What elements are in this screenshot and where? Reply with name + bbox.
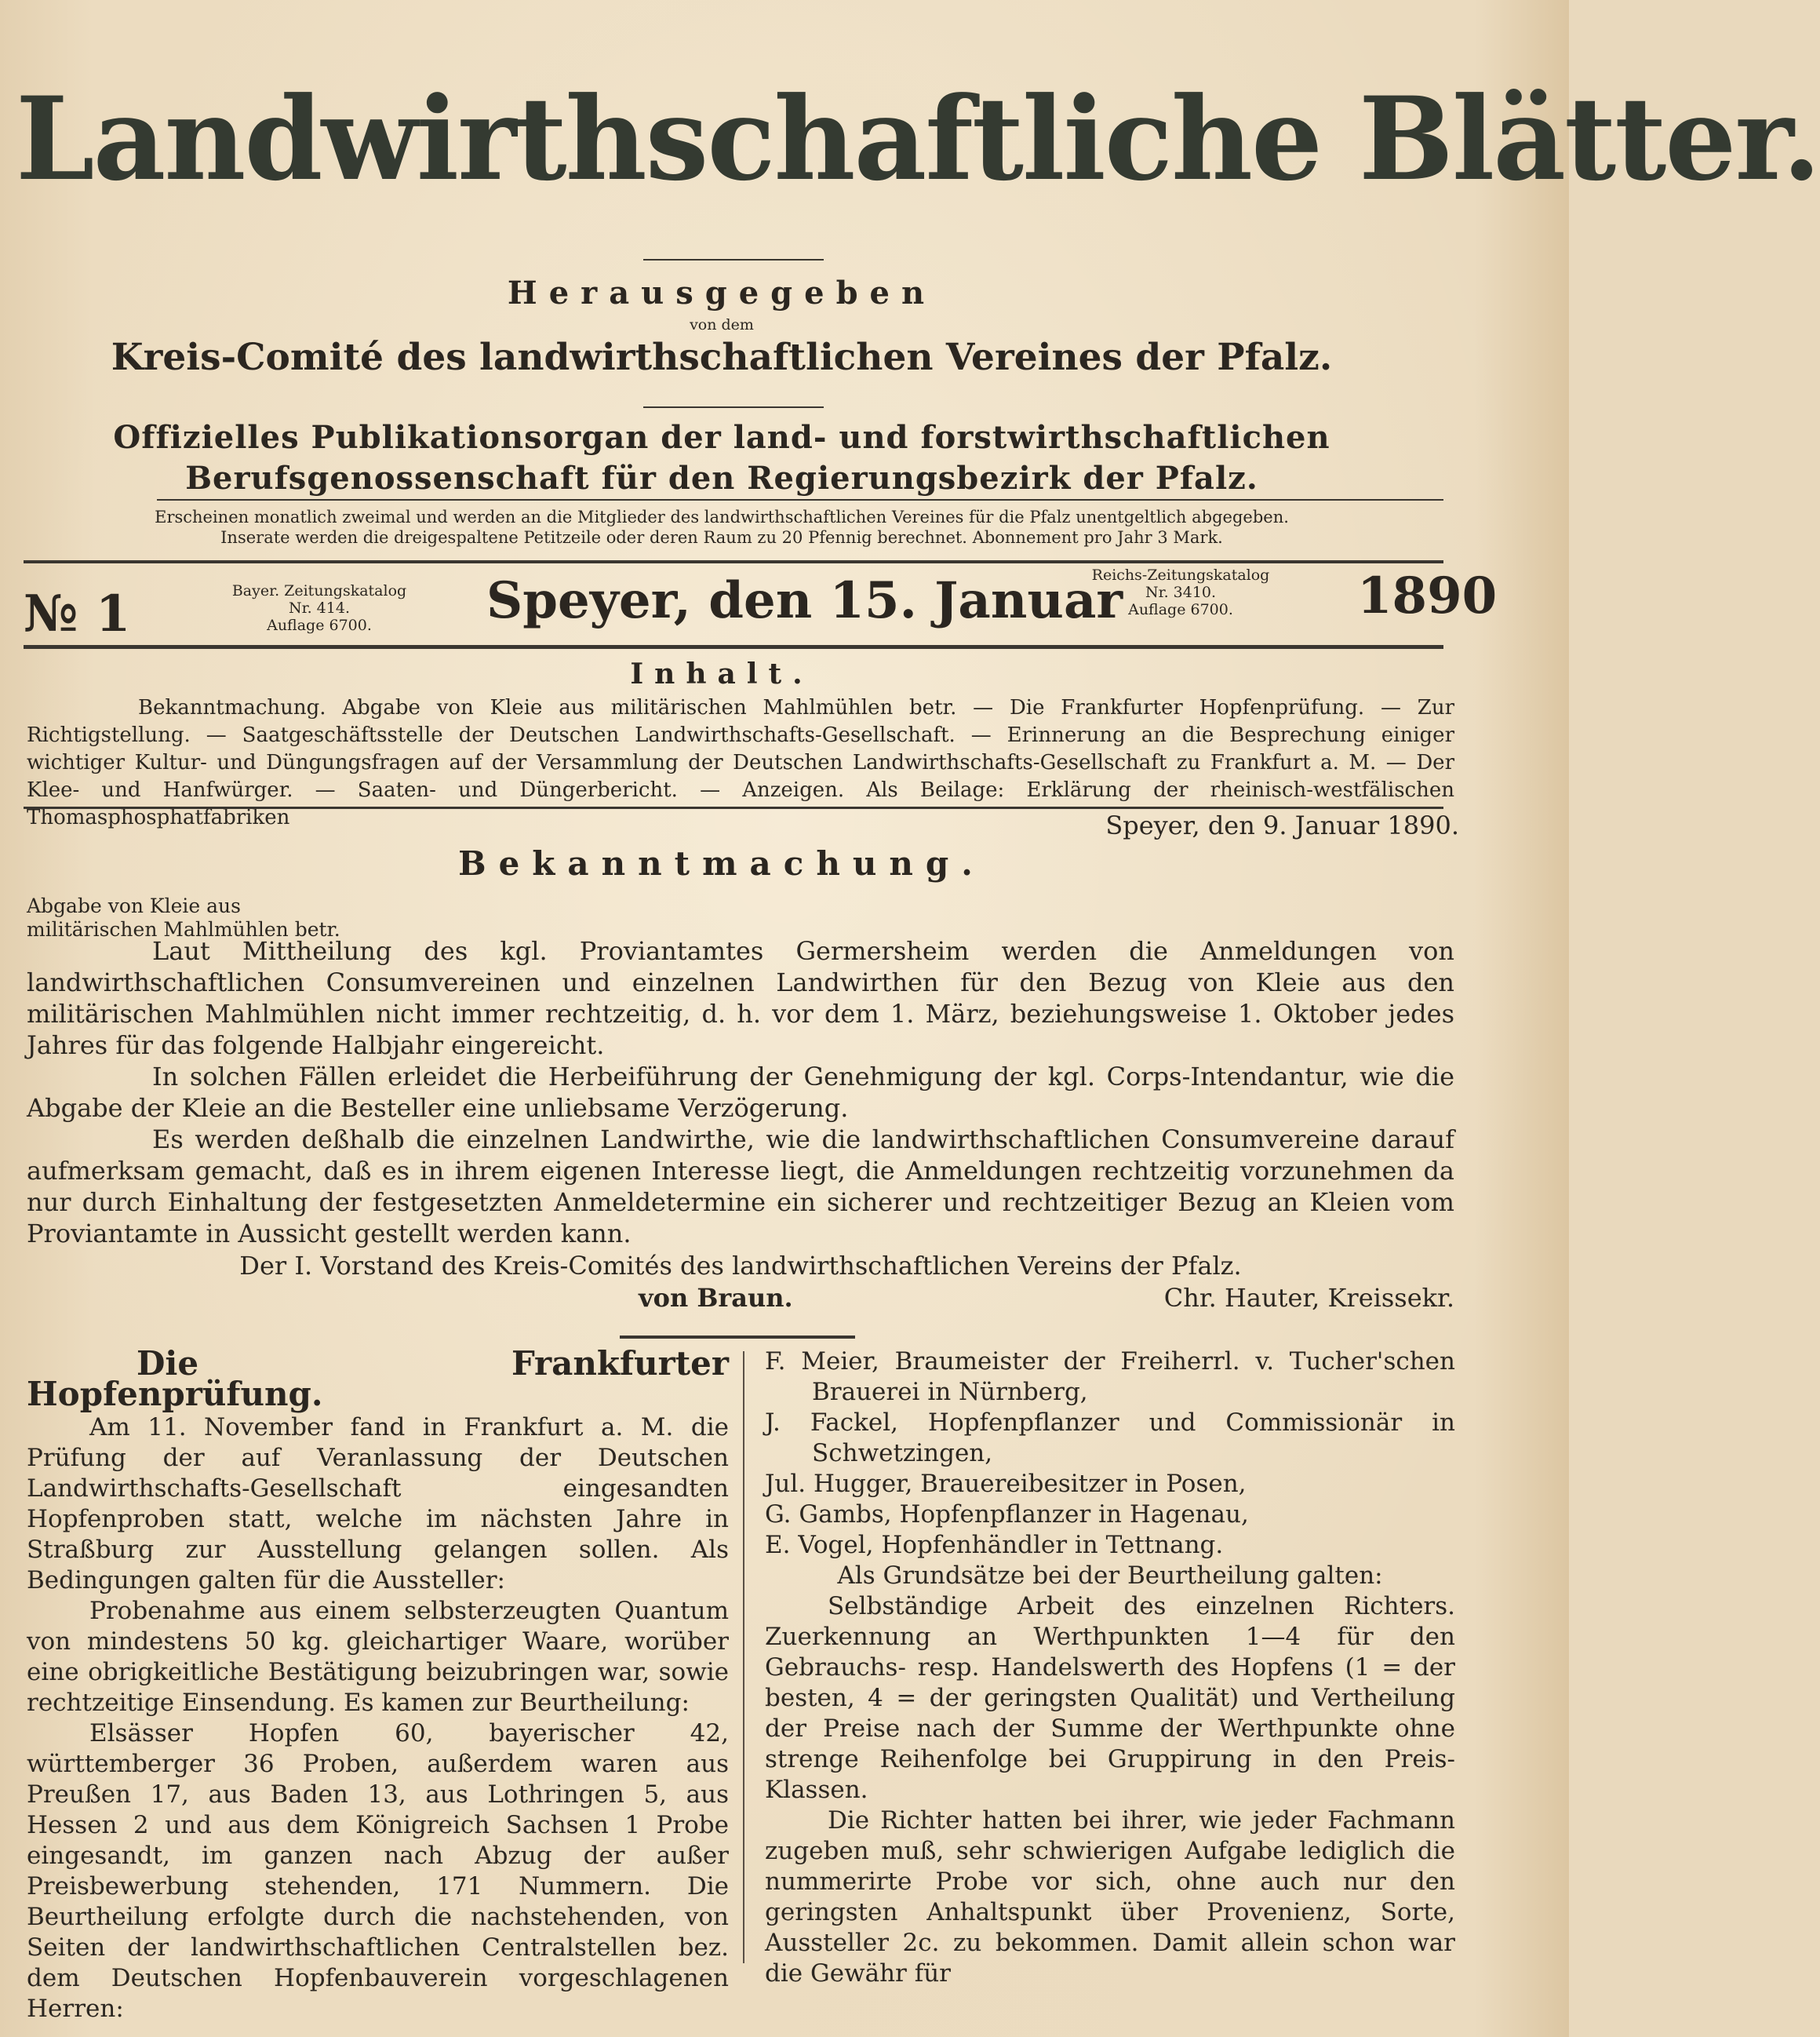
masthead-title: Landwirthschaftliche Blätter. xyxy=(16,72,1820,206)
publication-notice xyxy=(0,507,1443,548)
article-paragraph: Probenahme aus einem selbsterzeugten Quantum von mindestens 50 kg. gleichartiger Waare, worüber eine obrigkeitliche Bestätigung beizubringen war, sowie rechtzeitige Einsendung. Es kamen zur Beurtheilung: xyxy=(27,1597,729,1717)
article-paragraph: Elsässer Hopfen 60, bayerischer 42, württemberger 36 Proben, außerdem waren aus Preußen 17, aus Baden 13, aus Lothringen 5, aus Hessen 2 und aus dem Königreich Sachsen 1 Probe eingesandt, im ganzen nach Abzug der außer Preisbewerbung stehenden, 171 Nummern. Die Beurtheilung erfolgte durch die nachstehenden, von Seiten der landwirthschaftlichen Centralstellen bez. dem Deutschen Hopfenbauverein vorgeschlagenen Herren: xyxy=(27,1719,729,2023)
article-paragraph: Die Richter hatten bei ihrer, wie jeder Fachmann zugeben muß, sehr schwierigen Aufgabe lediglich die nummerirte Probe vor sich, ohne auch nur den geringsten Anhaltspunkt über Provenienz, Sorte, Aussteller 2c. zu bekommen. Damit allein schon war die Gewähr für xyxy=(765,1806,1455,1988)
article-title: Die Frankfurter Hopfenprüfung. xyxy=(27,1344,729,1413)
notice-paragraph: Laut Mittheilung des kgl. Proviantamtes Germersheim werden die Anmeldungen von landwirthschaftlichen Consumvereinen und einzelnen Landwirthen für den Bezug von Kleie aus den militärischen Mahlmühlen nicht immer rechtzeitig, d. h. vor dem 1. März, beziehungsweise 1. Oktober jedes Jahres für das folgende Halbjahr eingereicht. xyxy=(27,936,1454,1060)
contents-rule xyxy=(24,807,1443,809)
official-line-1: Offizielles Publikationsorgan der land- und forstwirthschaftlichen xyxy=(113,419,1330,456)
divider-rule xyxy=(157,499,1443,501)
column-divider xyxy=(743,1351,744,1963)
judge-entry: J. Fackel, Hopfenpflanzer und Commissionär in Schwetzingen, xyxy=(765,1408,1455,1467)
notice-paragraph: Es werden deßhalb die einzelnen Landwirthe, wie die landwirthschaftlichen Consumvereine darauf aufmerksam gemacht, daß es in ihrem eigenen Interesse liegt, die Anmeldungen rechtzeitig vorzunehmen da nur durch Einhaltung der festgesetzten Anmeldetermine ein sicherer und rechtzeitiger Bezug an Kleien vom Proviantamte in Aussicht gestellt werden kann. xyxy=(27,1124,1454,1248)
katalog-bayer-line: Auflage 6700. xyxy=(267,617,372,634)
katalog-reich-line: Auflage 6700. xyxy=(1128,601,1233,618)
section-rule xyxy=(620,1336,855,1339)
notice-heading: Bekanntmachung. xyxy=(458,844,985,883)
issue-bar-top-rule xyxy=(24,560,1443,563)
article-paragraph: Am 11. November fand in Frankfurt a. M. die Prüfung der auf Veranlassung der Deutschen Landwirthschafts-Gesellschaft eingesandten Hopfenproben statt, welche im nächsten Jahre in Straßburg zur Ausstellung gelangen sollen. Als Bedingungen galten für die Aussteller: xyxy=(27,1413,729,1594)
judge-entry: F. Meier, Braumeister der Freiherrl. v. Tucher'schen Brauerei in Nürnberg, xyxy=(765,1347,1455,1406)
katalog-bayer xyxy=(206,582,433,634)
judge-entry: G. Gambs, Hopfenpflanzer in Hagenau, xyxy=(765,1500,1249,1529)
katalog-reich-line: Reichs-Zeitungskatalog xyxy=(1091,567,1270,584)
contents-text: Bekanntmachung. Abgabe von Kleie aus militärischen Mahlmühlen betr. — Die Frankfurter Hopfenprüfung. — Zur Richtigstellung. — Saatgeschäftsstelle der Deutschen Landwirthschafts-Gesellschaft. — Erinnerung an die Besprechung einiger wichtiger Kultur- und Düngungsfragen auf der Versammlung der Deutschen Landwirthschafts-Gesellschaft zu Frankfurt a. M. — Der Klee- und Hanfwürger. — Saaten- und Düngerbericht. — Anzeigen. Als Beilage: Erklärung der rheinisch-westfälischen Thomasphosphatfabriken xyxy=(27,696,1454,829)
published-label: Herausgegeben xyxy=(507,275,937,312)
issue-number: № 1 xyxy=(24,585,131,643)
signature-line: Der I. Vorstand des Kreis-Comités des landwirthschaftlichen Vereins der Pfalz. xyxy=(239,1251,1242,1281)
notice-paragraph: In solchen Fällen erleidet die Herbeiführung der Genehmigung der kgl. Corps-Intendantur, wie die Abgabe der Kleie an die Besteller eine unliebsame Verzögerung. xyxy=(27,1062,1454,1123)
signer-right: Chr. Hauter, Kreissekr. xyxy=(1163,1283,1454,1313)
katalog-reich-line: Nr. 3410. xyxy=(1145,584,1217,601)
principles-heading: Als Grundsätze bei der Beurtheilung galten: xyxy=(837,1561,1383,1590)
notice-date: Speyer, den 9. Januar 1890. xyxy=(1105,811,1459,840)
official-organ xyxy=(0,417,1443,499)
issue-dateline: Speyer, den 15. Januar xyxy=(486,571,1123,630)
article-right-column xyxy=(765,1346,1455,1989)
katalog-bayer-line: Bayer. Zeitungskatalog xyxy=(231,582,407,599)
by-label: von dem xyxy=(690,316,754,333)
issue-bar-bottom-rule xyxy=(24,645,1443,649)
article-left-column xyxy=(27,1344,729,2024)
divider-rule xyxy=(643,259,824,261)
judge-entry: Jul. Hugger, Brauereibesitzer in Posen, xyxy=(765,1470,1247,1498)
notice-body xyxy=(27,935,1454,1249)
katalog-reich xyxy=(1063,567,1298,618)
publisher-name: Kreis-Comité des landwirthschaftlichen Vereines der Pfalz. xyxy=(111,336,1333,379)
issue-year: 1890 xyxy=(1357,567,1498,625)
katalog-bayer-line: Nr. 414. xyxy=(288,599,350,617)
divider-rule xyxy=(643,406,824,408)
notice-line-1: Erscheinen monatlich zweimal und werden an die Mitglieder des landwirthschaftlichen Vereines für die Pfalz unentgeltlich abgegeben. xyxy=(155,508,1289,527)
notice-line-2: Inserate werden die dreigespaltene Petitzeile oder deren Raum zu 20 Pfennig berechnet. Abonnement pro Jahr 3 Mark. xyxy=(220,528,1223,547)
official-line-2: Berufsgenossenschaft für den Regierungsbezirk der Pfalz. xyxy=(185,460,1258,497)
contents-heading: Inhalt. xyxy=(630,658,814,691)
signer-left: von Braun. xyxy=(639,1283,793,1313)
signatures xyxy=(27,1283,1454,1317)
notice-margin-note: Abgabe von Kleie aus militärischen Mahlmühlen betr. xyxy=(27,895,340,941)
article-paragraph: Selbständige Arbeit des einzelnen Richters. Zuerkennung an Werthpunkten 1—4 für den Gebrauchs- resp. Handelswerth des Hopfens (1 = der besten, 4 = der geringsten Qualität) und Vertheilung der Preise nach der Summe der Werthpunkte ohne strenge Reihenfolge bei Gruppirung in den Preis-Klassen. xyxy=(765,1592,1455,1804)
judge-entry: E. Vogel, Hopfenhändler in Tettnang. xyxy=(765,1531,1224,1559)
